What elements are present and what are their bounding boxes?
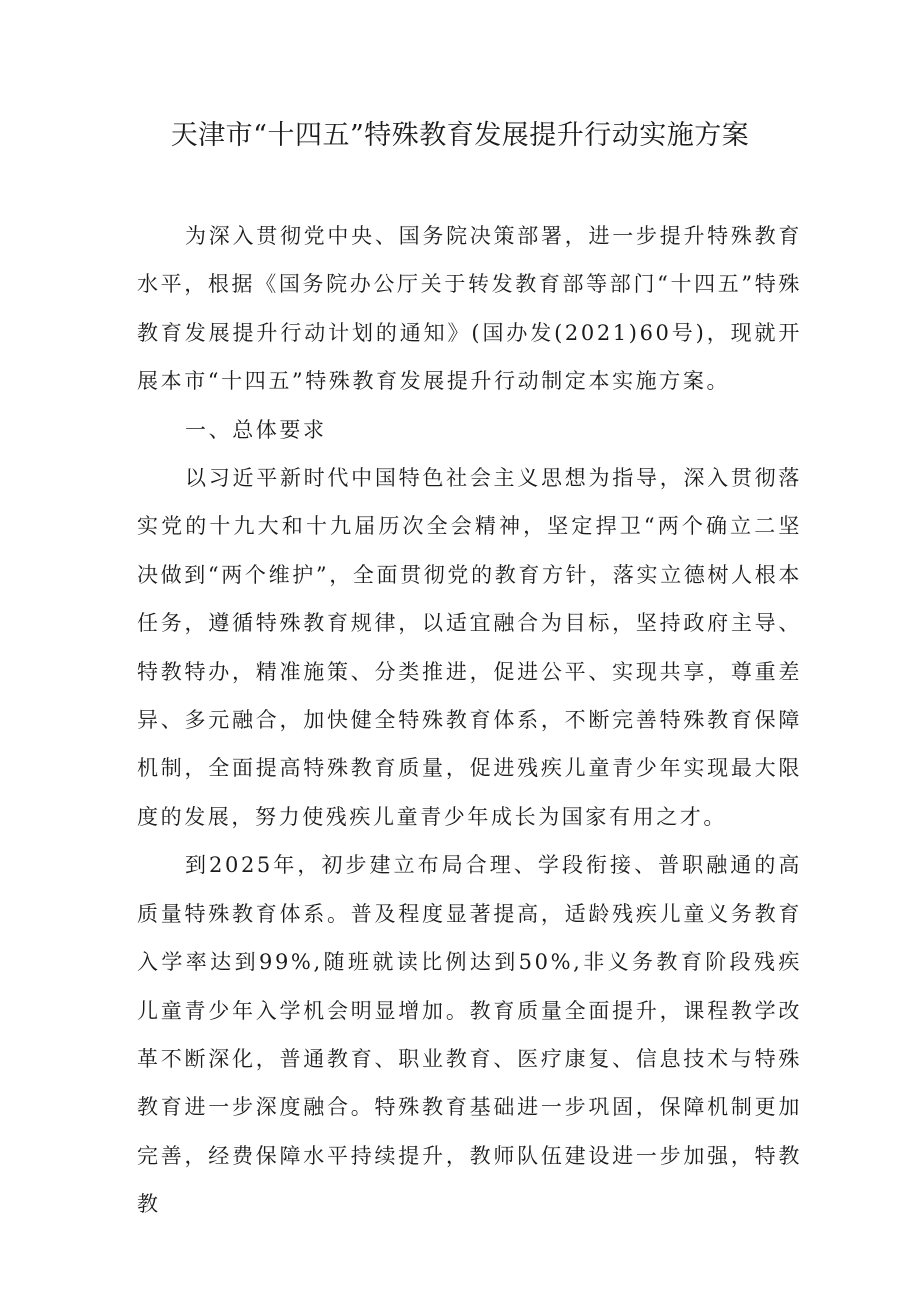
intro-paragraph: 为深入贯彻党中央、国务院决策部署，进一步提升特殊教育水平，根据《国务院办公厅关于转发教育部等部门“十四五”特殊教育发展提升行动计划的通知》(国办发(2021)60号)，现就开展本市“十四五”特殊教育发展提升行动制定本实施方案。	[137, 224, 802, 394]
document-body	[137, 212, 802, 1229]
section-heading-general-requirements: 一、总体要求	[185, 417, 327, 442]
document-title: 天津市“十四五”特殊教育发展提升行动实施方案	[170, 120, 750, 151]
goals-2025-paragraph: 到2025年，初步建立布局合理、学段衔接、普职融通的高质量特殊教育体系。普及程度显著提高，适龄残疾儿童义务教育入学率达到99%,随班就读比例达到50%,非义务教育阶段残疾儿童青少年入学机会明显增加。教育质量全面提升，课程教学改革不断深化，普通教育、职业教育、医疗康复、信息技术与特殊教育进一步深度融合。特殊教育基础进一步巩固，保障机制更加完善，经费保障水平持续提升，教师队伍建设进一步加强，特教教	[137, 853, 802, 1217]
guiding-principles-paragraph: 以习近平新时代中国特色社会主义思想为指导，深入贯彻落实党的十九大和十九届历次全会精神，坚定捍卫“两个确立二坚决做到“两个维护”，全面贯彻党的教育方针，落实立德树人根本任务，遵循特殊教育规律，以适宜融合为目标，坚持政府主导、特教特办，精准施策、分类推进，促进公平、实现共享，尊重差异、多元融合，加快健全特殊教育体系，不断完善特殊教育保障机制，全面提高特殊教育质量，促进残疾儿童青少年实现最大限度的发展，努力使残疾儿童青少年成长为国家有用之才。	[137, 466, 802, 829]
